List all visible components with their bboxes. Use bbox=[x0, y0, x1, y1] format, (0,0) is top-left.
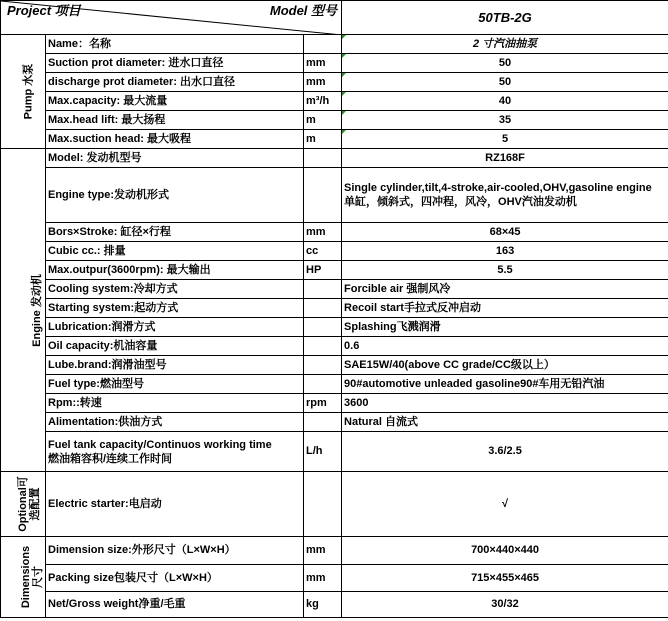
table-row bbox=[1, 280, 668, 299]
row-name: Name：名称 bbox=[46, 35, 304, 54]
row-name: Max.head lift: 最大扬程 bbox=[46, 111, 304, 130]
row-name: Rpm::转速 bbox=[46, 394, 304, 413]
row-value: 0.6 bbox=[342, 337, 668, 356]
row-unit: m bbox=[304, 130, 342, 149]
table-row bbox=[1, 394, 668, 413]
table-row bbox=[1, 413, 668, 432]
row-name: Cooling system:冷却方式 bbox=[46, 280, 304, 299]
table-row bbox=[1, 149, 668, 168]
engine-type-en: Single cylinder,tilt,4-stroke,air-cooled,OHV,gasoline engine bbox=[344, 182, 652, 194]
row-name: Starting system:起动方式 bbox=[46, 299, 304, 318]
section-pump-label: Pump 水泵 bbox=[22, 63, 35, 120]
section-optional bbox=[1, 472, 46, 537]
section-optional-line1: Optional可 bbox=[16, 475, 29, 532]
row-value: 50 bbox=[342, 73, 668, 92]
row-value: 90#automotive unleaded gasoline90#车用无铅汽油 bbox=[342, 375, 668, 394]
table-row bbox=[1, 472, 668, 537]
row-name: Bors×Stroke: 缸径×行程 bbox=[46, 223, 304, 242]
table-row bbox=[1, 73, 668, 92]
row-value: 700×440×440 bbox=[342, 537, 668, 565]
row-unit: m bbox=[304, 111, 342, 130]
row-unit bbox=[304, 168, 342, 223]
row-name: Cubic cc.: 排量 bbox=[46, 242, 304, 261]
section-optional-label bbox=[17, 476, 41, 532]
row-value: 3.6/2.5 bbox=[342, 432, 668, 472]
table-row bbox=[1, 111, 668, 130]
table-row bbox=[1, 54, 668, 73]
table-row bbox=[1, 261, 668, 280]
section-engine bbox=[1, 149, 46, 472]
row-unit bbox=[304, 375, 342, 394]
row-unit bbox=[304, 413, 342, 432]
row-value: 715×455×465 bbox=[342, 565, 668, 592]
row-name: Dimension size:外形尺寸（L×W×H） bbox=[46, 537, 304, 565]
row-value: 5 bbox=[342, 130, 668, 149]
row-unit: mm bbox=[304, 54, 342, 73]
section-dimensions-line1: Dimensions bbox=[20, 545, 33, 608]
engine-type-cn: 单缸，倾斜式，四冲程，风冷，OHV汽油发动机 bbox=[344, 196, 577, 208]
row-name: Model: 发动机型号 bbox=[46, 149, 304, 168]
row-unit bbox=[304, 356, 342, 375]
table-row bbox=[1, 92, 668, 111]
row-name: Engine type:发动机形式 bbox=[46, 168, 304, 223]
row-unit bbox=[304, 472, 342, 537]
row-unit: mm bbox=[304, 73, 342, 92]
section-dimensions bbox=[1, 537, 46, 618]
row-unit: kg bbox=[304, 592, 342, 618]
row-value: 3600 bbox=[342, 394, 668, 413]
fuel-tank-cn: 燃油箱容积/连续工作时间 bbox=[48, 452, 173, 465]
row-name: discharge prot diameter: 出水口直径 bbox=[46, 73, 304, 92]
row-name: Lube.brand:润滑油型号 bbox=[46, 356, 304, 375]
table-row bbox=[1, 242, 668, 261]
table-row bbox=[1, 432, 668, 472]
row-value: 68×45 bbox=[342, 223, 668, 242]
table-row bbox=[1, 130, 668, 149]
row-value: RZ168F bbox=[342, 149, 668, 168]
row-name: Oil capacity:机油容量 bbox=[46, 337, 304, 356]
row-unit bbox=[304, 149, 342, 168]
row-unit: m³/h bbox=[304, 92, 342, 111]
row-name: Max.suction head: 最大吸程 bbox=[46, 130, 304, 149]
row-unit bbox=[304, 318, 342, 337]
row-unit: cc bbox=[304, 242, 342, 261]
table-row bbox=[1, 356, 668, 375]
row-name: Lubrication:润滑方式 bbox=[46, 318, 304, 337]
row-value: Forcible air 强制风冷 bbox=[342, 280, 668, 299]
row-value: Natural 自流式 bbox=[342, 413, 668, 432]
row-name: Fuel type:燃油型号 bbox=[46, 375, 304, 394]
row-unit: mm bbox=[304, 537, 342, 565]
row-name: Net/Gross weight净重/毛重 bbox=[46, 592, 304, 618]
row-name: Electric starter:电启动 bbox=[46, 472, 304, 537]
row-unit: mm bbox=[304, 223, 342, 242]
model-label: Model 型号 bbox=[269, 3, 338, 18]
model-value: 50TB-2G bbox=[342, 1, 668, 35]
section-engine-label: Engine 发动机 bbox=[30, 273, 43, 347]
row-value: 50 bbox=[342, 54, 668, 73]
row-value: 35 bbox=[342, 111, 668, 130]
row-unit bbox=[304, 280, 342, 299]
row-value: 5.5 bbox=[342, 261, 668, 280]
row-value bbox=[342, 168, 668, 223]
row-value: SAE15W/40(above CC grade/CC级以上） bbox=[342, 356, 668, 375]
row-name: Max.outpur(3600rpm): 最大输出 bbox=[46, 261, 304, 280]
section-optional-line2: 选配置 bbox=[28, 487, 41, 521]
row-value: Splashing飞溅润滑 bbox=[342, 318, 668, 337]
row-unit: rpm bbox=[304, 394, 342, 413]
row-value: 2 寸汽油抽泵 bbox=[342, 35, 668, 54]
row-unit bbox=[304, 35, 342, 54]
row-unit: HP bbox=[304, 261, 342, 280]
table-row bbox=[1, 35, 668, 54]
table-row bbox=[1, 565, 668, 592]
row-unit bbox=[304, 299, 342, 318]
row-name: Alimentation:供油方式 bbox=[46, 413, 304, 432]
row-unit: L/h bbox=[304, 432, 342, 472]
row-name: Suction prot diameter: 进水口直径 bbox=[46, 54, 304, 73]
table-row bbox=[1, 537, 668, 565]
section-pump bbox=[1, 35, 46, 149]
row-value: 163 bbox=[342, 242, 668, 261]
fuel-tank-en: Fuel tank capacity/Continuos working time bbox=[48, 438, 272, 451]
row-name: Packing size包装尺寸（L×W×H） bbox=[46, 565, 304, 592]
row-unit: mm bbox=[304, 565, 342, 592]
checkmark-icon: √ bbox=[342, 472, 668, 537]
table-row bbox=[1, 299, 668, 318]
table-row bbox=[1, 318, 668, 337]
table-row bbox=[1, 592, 668, 618]
row-value: 30/32 bbox=[342, 592, 668, 618]
table-row bbox=[1, 168, 668, 223]
project-label: Project 项目 bbox=[7, 3, 81, 18]
row-value: 40 bbox=[342, 92, 668, 111]
row-value: Recoil start手拉式反冲启动 bbox=[342, 299, 668, 318]
header-project-model-cell bbox=[1, 1, 342, 35]
row-name: Max.capacity: 最大流量 bbox=[46, 92, 304, 111]
row-name bbox=[46, 432, 304, 472]
section-dimensions-label bbox=[20, 545, 44, 607]
header-row bbox=[1, 1, 668, 35]
table-row bbox=[1, 337, 668, 356]
section-dimensions-line2: 尺寸 bbox=[32, 565, 45, 588]
table-row bbox=[1, 375, 668, 394]
table-row bbox=[1, 223, 668, 242]
row-unit bbox=[304, 337, 342, 356]
